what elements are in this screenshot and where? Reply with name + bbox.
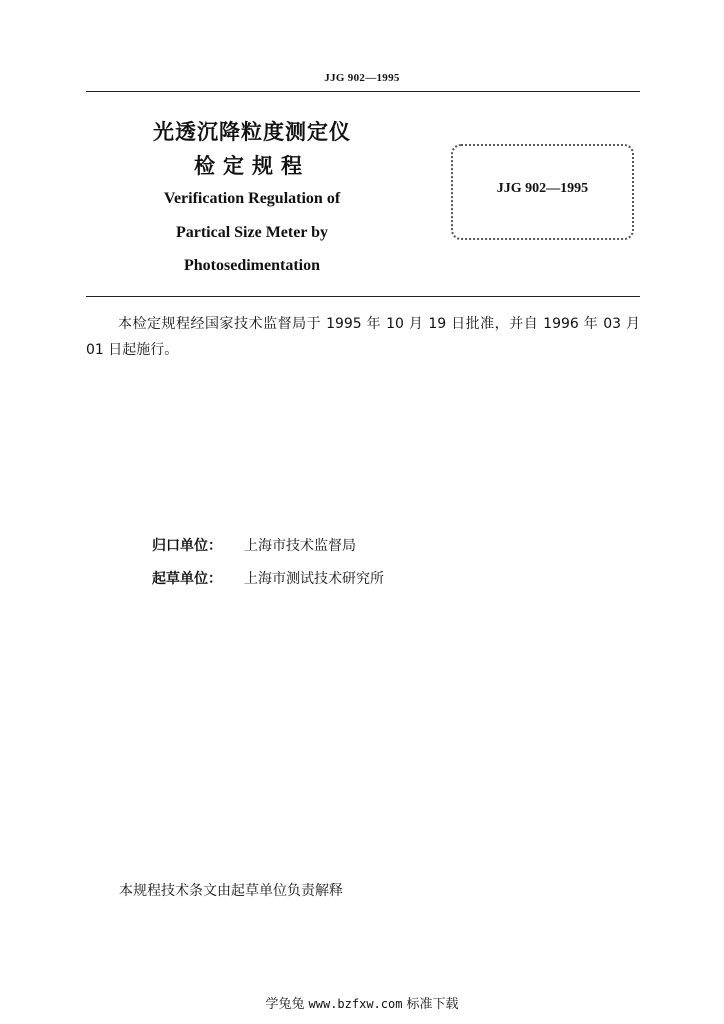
approval-statement: 本检定规程经国家技术监督局于 1995 年 10 月 19 日批准，并自 1996 年 03 月 01 日起施行。 bbox=[86, 316, 640, 358]
header-standard-code: JJG 902—1995 bbox=[324, 72, 400, 84]
footer-watermark bbox=[0, 993, 724, 1012]
title-english-line2: Partical Size Meter by bbox=[175, 224, 329, 241]
footer-site-name: 学兔兔 bbox=[265, 997, 305, 1012]
drafting-unit-row bbox=[152, 568, 384, 588]
drafting-unit-value: 上海市测试技术研究所 bbox=[244, 571, 384, 587]
title-chinese-line1: 光透沉降粒度测定仪 bbox=[153, 120, 351, 144]
title-chinese-line2: 检定规程 bbox=[194, 154, 310, 178]
top-divider bbox=[86, 91, 640, 92]
responsible-unit-value: 上海市技术监督局 bbox=[244, 538, 356, 554]
responsible-unit-label: 归口单位： bbox=[152, 538, 222, 554]
footer-suffix: 标准下载 bbox=[406, 997, 459, 1012]
responsible-unit-row bbox=[152, 535, 356, 555]
interpretation-note: 本规程技术条文由起草单位负责解释 bbox=[119, 883, 343, 899]
middle-divider bbox=[86, 296, 640, 297]
title-english-line1: Verification Regulation of bbox=[163, 190, 341, 207]
title-english-line3: Photosedimentation bbox=[184, 257, 320, 274]
standard-code-box-text: JJG 902—1995 bbox=[496, 181, 589, 196]
drafting-unit-label: 起草单位： bbox=[152, 571, 222, 587]
standard-code-box bbox=[451, 144, 634, 240]
footer-url-link[interactable]: www.bzfxw.com bbox=[308, 997, 403, 1011]
